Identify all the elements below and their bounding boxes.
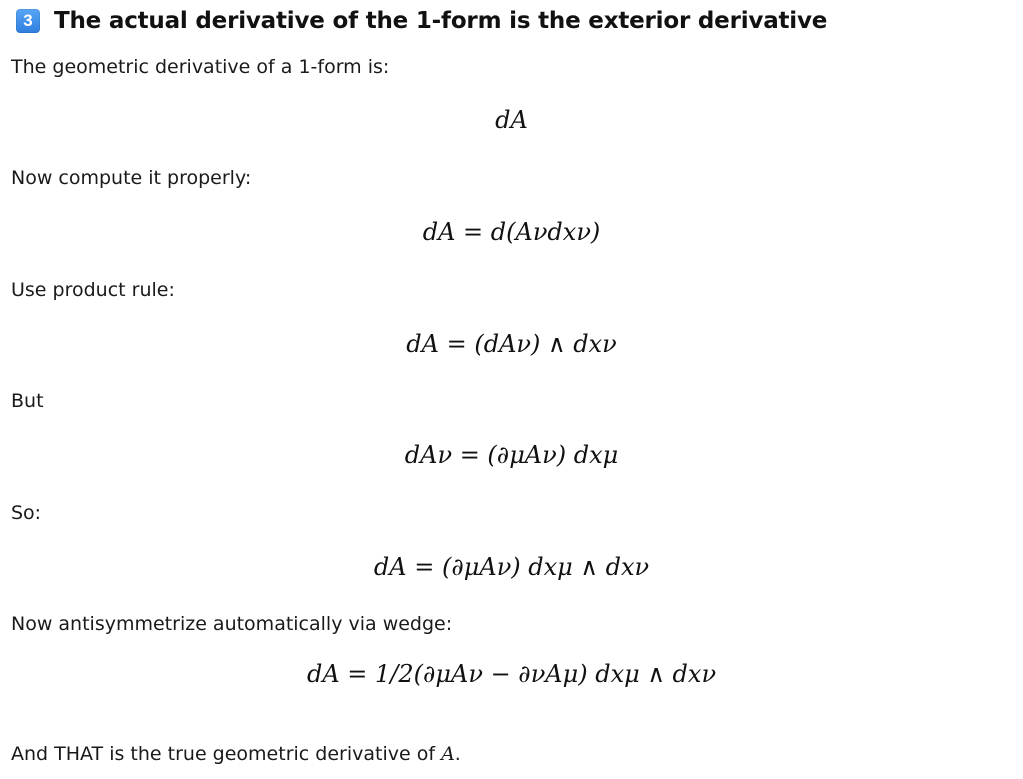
equation-product-rule-text: dA = (dAν) ∧ dxν — [406, 330, 617, 358]
paragraph-intro: The geometric derivative of a 1-form is: — [11, 56, 390, 78]
conclusion-period: . — [454, 743, 461, 765]
paragraph-antisymmetrize: Now antisymmetrize automatically via wedge: — [11, 613, 453, 635]
equation-component-derivative — [0, 441, 1023, 469]
conclusion-text: And THAT is the true geometric derivative of — [11, 743, 442, 765]
equation-da: dA — [495, 106, 528, 134]
equation-antisymmetrized — [0, 660, 1023, 688]
paragraph-so: So: — [11, 502, 42, 524]
conclusion-math-a: A — [441, 743, 455, 765]
equation-antisymmetrized-text: dA = 1/2(∂μAν − ∂νAμ) dxμ ∧ dxν — [306, 660, 717, 688]
heading-title: The actual derivative of the 1-form is the exterior derivative — [54, 8, 828, 34]
equation-component-derivative-text: dAν = (∂μAν) dxμ — [404, 441, 619, 469]
paragraph-but: But — [11, 390, 44, 412]
section-heading — [16, 6, 827, 36]
keycap-number-icon: 3 — [16, 9, 40, 33]
paragraph-compute: Now compute it properly: — [11, 167, 252, 189]
paragraph-conclusion — [11, 743, 461, 765]
paragraph-product-rule: Use product rule: — [11, 279, 175, 301]
equation-product-rule — [0, 330, 1023, 358]
equation-wedge-form — [0, 553, 1023, 581]
equation-definition — [0, 218, 1023, 246]
equation-definition-text: dA = d(Aνdxν) — [422, 218, 601, 246]
equation-wedge-form-text: dA = (∂μAν) dxμ ∧ dxν — [373, 553, 650, 581]
